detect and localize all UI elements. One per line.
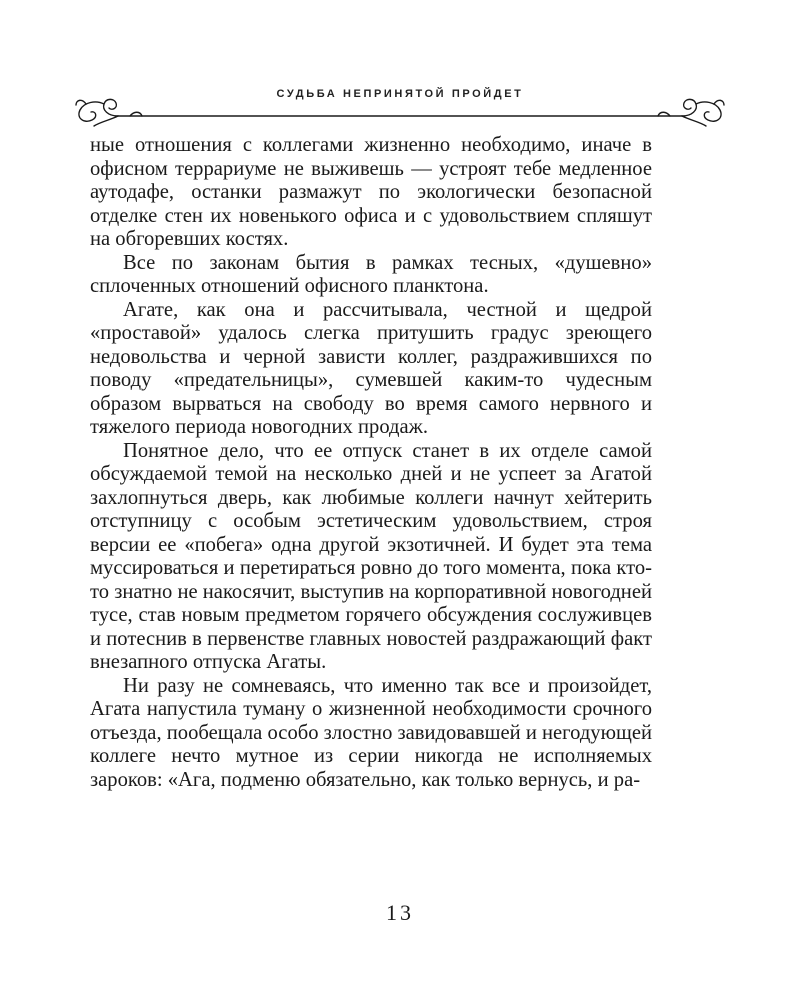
paragraph: Понятное дело, что ее отпуск станет в их отделе самой обсуждаемой темой на несколько дней и не успеет за Агатой захлопнуться дверь, как любимые коллеги начнут хейтерить отступницу с особым эстетическим удовольствием, строя версии ее «побега» одна другой экзотичней. И будет эта тема муссироваться и перетираться ровно до того момента, пока кто-то знатно не накосячит, выступив на корпоративной новогодней тусе, став новым предметом горячего обсуждения сослуживцев и потеснив в первенстве главных новостей раздражающий факт внезапного отпуска Агаты.: [90, 439, 652, 673]
paragraph: ные отношения с коллегами жизненно необходимо, иначе в офисном террариуме не выживешь — устроят тебе медленное аутодафе, останки размажут по экологически безопасной отделке стен их новенького офиса и с удовольствием спляшут на обгоревших костях.: [90, 134, 652, 250]
running-title: СУДЬБА НЕПРИНЯТОЙ ПРОЙДЕТ: [276, 88, 524, 100]
paragraph: Ни разу не сомневаясь, что именно так все и произойдет, Агата напустила туману о жизненной необходимости срочного отъезда, пообещала особо злостно завидовавшей и негодующей коллеге нечто мутное из серии никогда не исполняемых зароков: «Ага, подменю обязательно, как только вернусь, и ра-: [90, 674, 652, 791]
paragraph: Агате, как она и рассчитывала, честной и щедрой «проставой» удалось слегка притушить градус зреющего недовольства и черной зависти коллег, раздражившихся по поводу «предательницы», сумевшей каким-то чудесным образом вырваться на свободу во время самого нервного и тяжелого периода новогодних продаж.: [90, 298, 652, 438]
page-number: 13: [386, 900, 414, 925]
body-text: [90, 134, 652, 792]
running-header: [70, 88, 730, 128]
paragraph: Все по законам бытия в рамках тесных, «душевно» сплоченных отношений офисного планктона.: [90, 251, 652, 297]
